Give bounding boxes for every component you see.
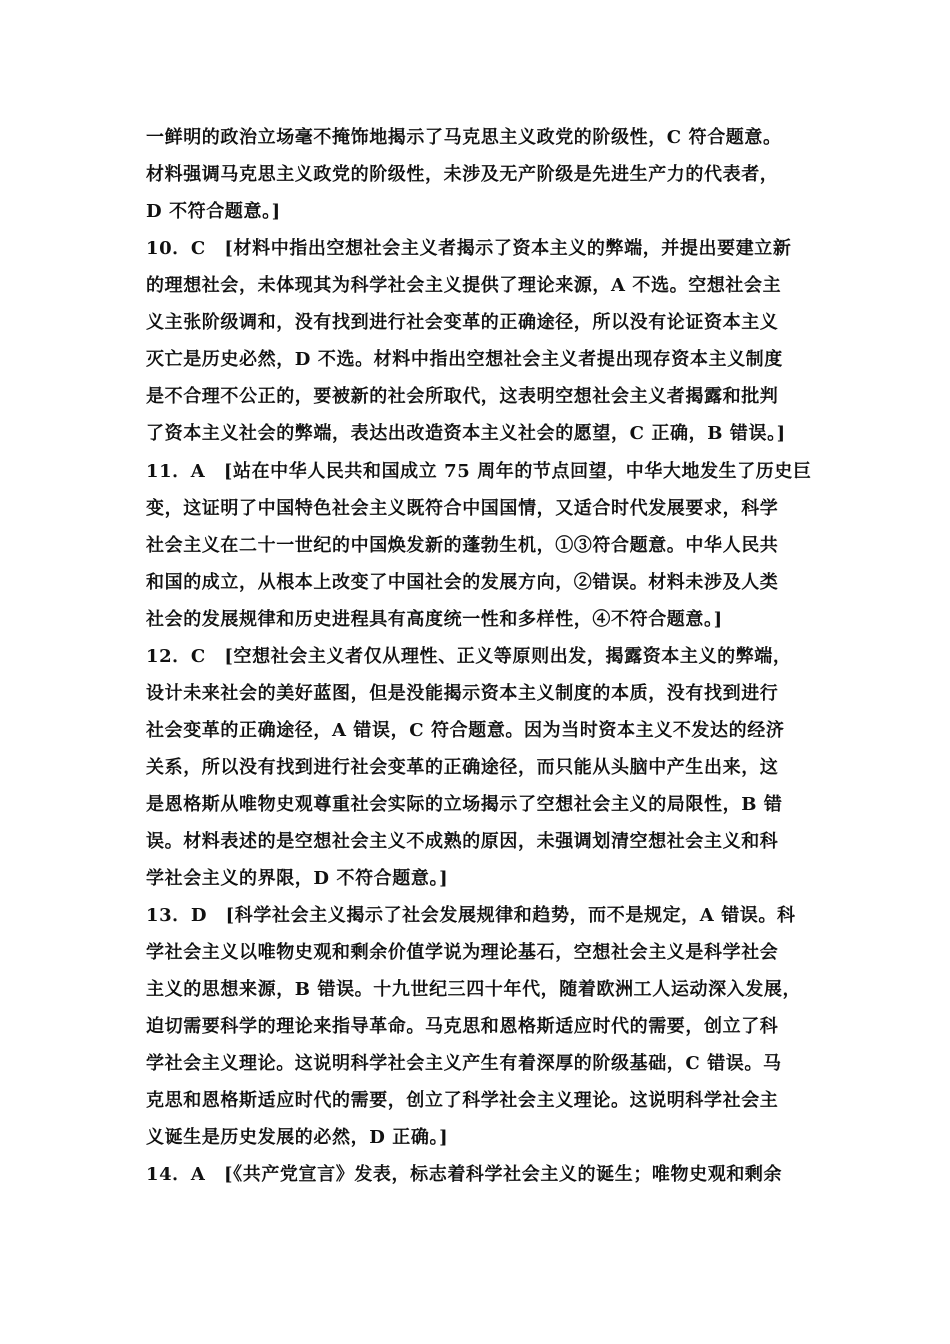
text-line: 克思和恩格斯适应时代的需要，创立了科学社会主义理论。这说明科学社会主	[146, 1090, 779, 1111]
text-line: 误。材料表述的是空想社会主义不成熟的原因，未强调划清空想社会主义和科	[146, 831, 779, 852]
text-line: 主义的思想来源，B 错误。十九世纪三四十年代，随着欧洲工人运动深入发展，	[146, 979, 802, 1000]
text-line: 灭亡是历史必然，D 不选。材料中指出空想社会主义者提出现存资本主义制度	[146, 349, 783, 370]
answer-11-heading-line: 11．A [站在中华人民共和国成立 75 周年的节点回望，中华大地发生了历史巨	[146, 461, 812, 482]
text-line: 学社会主义的界限，D 不符合题意。]	[146, 868, 449, 889]
text-line: 迫切需要科学的理论来指导革命。马克思和恩格斯适应时代的需要，创立了科	[146, 1016, 779, 1037]
text-line: 社会的发展规律和历史进程具有高度统一性和多样性，④不符合题意。]	[146, 609, 723, 630]
text-line: 学社会主义理论。这说明科学社会主义产生有着深厚的阶级基础，C 错误。马	[146, 1053, 782, 1074]
text-line: 一鲜明的政治立场毫不掩饰地揭示了马克思主义政党的阶级性，C 符合题意。	[146, 127, 782, 148]
answer-13-heading-line: 13．D [科学社会主义揭示了社会发展规律和趋势，而不是规定，A 错误。科	[146, 905, 796, 926]
answer-10-heading-line: 10．C [材料中指出空想社会主义者揭示了资本主义的弊端，并提出要建立新	[146, 238, 792, 259]
text-line: 社会变革的正确途径，A 错误，C 符合题意。因为当时资本主义不发达的经济	[146, 720, 785, 741]
text-line: 材料强调马克思主义政党的阶级性，未涉及无产阶级是先进生产力的代表者，	[146, 164, 779, 185]
text-line: 是恩格斯从唯物史观尊重社会实际的立场揭示了空想社会主义的局限性，B 错	[146, 794, 783, 815]
answer-12-heading-line: 12．C [空想社会主义者仅从理性、正义等原则出发，揭露资本主义的弊端，	[146, 646, 792, 667]
text-line: 了资本主义社会的弊端，表达出改造资本主义社会的愿望，C 正确，B 错误。]	[146, 423, 786, 444]
text-line: 学社会主义以唯物史观和剩余价值学说为理论基石，空想社会主义是科学社会	[146, 942, 779, 963]
text-line: 和国的成立，从根本上改变了中国社会的发展方向，②错误。材料未涉及人类	[146, 572, 779, 593]
text-line: 义主张阶级调和，没有找到进行社会变革的正确途径，所以没有论证资本主义	[146, 312, 779, 333]
text-line: 的理想社会，未体现其为科学社会主义提供了理论来源，A 不选。空想社会主	[146, 275, 782, 296]
text-line: 设计未来社会的美好蓝图，但是没能揭示资本主义制度的本质，没有找到进行	[146, 683, 779, 704]
text-line: 是不合理不公正的，要被新的社会所取代，这表明空想社会主义者揭露和批判	[146, 386, 779, 407]
text-line: 关系，所以没有找到进行社会变革的正确途径，而只能从头脑中产生出来，这	[146, 757, 779, 778]
text-line: 义诞生是历史发展的必然，D 正确。]	[146, 1127, 449, 1148]
text-line: 变，这证明了中国特色社会主义既符合中国国情，又适合时代发展要求，科学	[146, 498, 779, 519]
answer-14-heading-line: 14．A [《共产党宣言》发表，标志着科学社会主义的诞生；唯物史观和剩余	[146, 1164, 783, 1185]
text-line: D 不符合题意。]	[146, 201, 281, 222]
text-line: 社会主义在二十一世纪的中国焕发新的蓬勃生机，①③符合题意。中华人民共	[146, 535, 779, 556]
